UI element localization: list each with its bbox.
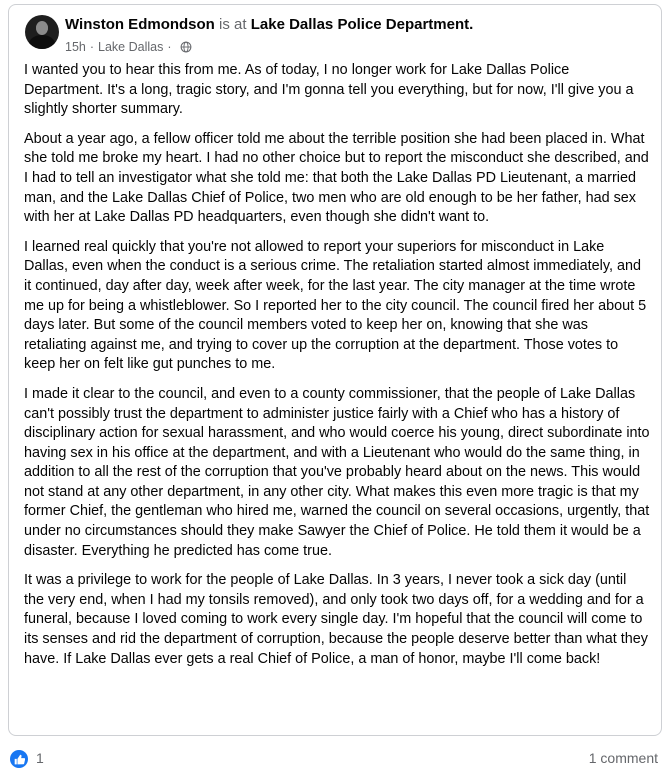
author-avatar[interactable] [25,15,59,49]
post-meta [65,39,192,55]
like-icon[interactable] [10,750,28,768]
meta-separator-2: · [167,40,172,54]
avatar-shoulders [29,35,55,49]
meta-separator: · [89,40,95,54]
post-card [8,4,662,736]
post-paragraph: It was a privilege to work for the people of Lake Dallas. In 3 years, I never took a sick day (until the very end, when I had my tonsils removed), and only took two days off, for a wedding and for a funeral, because I loved coming to work every single day. I'm hopeful that the council will come to its senses and rid the department of corruption, because the people deserve better than what they have. If Lake Dallas ever gets a real Chief of Police, a man of honor, maybe I'll come back! [24,572,648,667]
post-paragraph: I learned real quickly that you're not allowed to report your superiors for misconduct in Lake Dallas, even when the conduct is a serious crime. The retaliation started almost immediately, and it continued, day after day, week after week, for the last year. The city manager at the time wrote me up for being a whistleblower. So I reported her to the city council. The council fired her about 5 days later. But some of the council members voted to keep her on, knowing that she was retaliating against me, and trying to cover up the corruption at the department. Those votes to keep her on felt like gut punches to me. [24,238,647,373]
post-paragraph: I made it clear to the council, and even to a county commissioner, that the people of Lake Dallas can't possibly trust the department to administer justice fairly with a Chief who has a history of disciplinary action for sexual harassment, and who would coerce his young, direct subordinate into having sex in his office at the department, and with a Lieutenant who would do the same thing, in addition to all the rest of the corruption that you've probably heard about on the news. This would not stand at any other department, in any other city. What makes this even more tragic is that my former Chief, the gentleman who hired me, warned the council on several occasions, urgently, that under no circumstances should they make Sawyer the Chief of Police. He told them it would be a disaster. Everything he predicted has come true. [24,385,650,559]
comment-count[interactable]: 1 comment [588,750,658,766]
post-time[interactable]: 15h [65,40,86,54]
post-paragraph: I wanted you to hear this from me. As of today, I no longer work for Lake Dallas Police Department. It's a long, tragic story, and I'm gonna tell you everything, but for now, I'll give you a slightly shorter summary. [24,62,634,118]
post-place: Lake Dallas [98,40,164,54]
post-body [24,61,650,679]
globe-icon[interactable] [180,41,192,53]
location-link[interactable]: Lake Dallas Police Department. [250,16,474,33]
reaction-count[interactable]: 1 [36,750,44,766]
checkin-text: is at [219,16,247,33]
post-footer [10,748,660,770]
post-paragraph: About a year ago, a fellow officer told me about the terrible position she had been placed in. What she told me broke my heart. I had no other choice but to report the misconduct she described, and I had to tell an investigator what she told me: that both the Lake Dallas PD Lieutenant, a married man, and the Lake Dallas Chief of Police, two men who are old enough to be her father, had sex with her at Lake Dallas PD headquarters, even though she didn't want to. [24,130,649,226]
author-name[interactable]: Winston Edmondson [65,16,215,33]
avatar-face [36,21,48,35]
author-line [65,15,473,35]
